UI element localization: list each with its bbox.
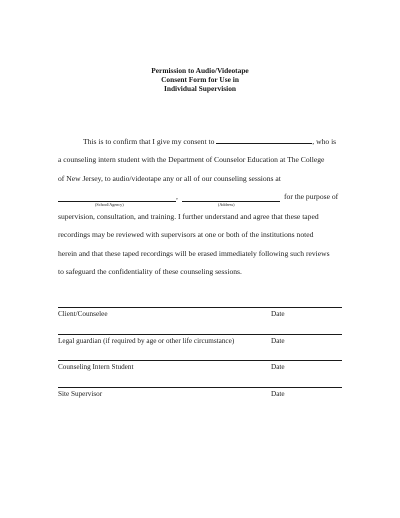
title-line-1: Permission to Audio/Videotape	[151, 66, 249, 75]
body-line-7: herein and that these taped recordings will be erased immediately following such reviews	[58, 249, 330, 258]
client-signature-line[interactable]	[58, 307, 342, 308]
body-line-6: recordings may be reviewed with supervisors at one or both of the institutions noted	[58, 230, 314, 239]
intern-date-label: Date	[271, 363, 285, 371]
address-caption: (Address)	[218, 202, 235, 207]
body-line-1-end: , who is	[312, 137, 337, 146]
body-line-1	[83, 136, 367, 147]
client-signature-label: Client/Counselee	[58, 310, 108, 318]
guardian-signature-label: Legal guardian (if required by age or other life circumstance)	[58, 337, 235, 345]
body-line-5: supervision, consultation, and training. I further understand and agree that these taped	[58, 212, 319, 221]
body-line-3: of New Jersey, to audio/videotape any or all of our counseling sessions at	[58, 174, 281, 183]
school-agency-caption: (School/Agency)	[95, 202, 124, 207]
body-line-4-comma: ,	[176, 192, 178, 201]
client-date-label: Date	[271, 310, 285, 318]
body-line-1-start: This is to confirm that I give my consent to	[83, 137, 217, 146]
guardian-date-label: Date	[271, 337, 285, 345]
body-line-2: a counseling intern student with the Department of Counselor Education at The College	[58, 155, 325, 164]
title-line-2: Consent Form for Use in	[161, 75, 239, 84]
intern-signature-line[interactable]	[58, 360, 342, 361]
intern-signature-label: Counseling Intern Student	[58, 363, 134, 371]
title-line-3: Individual Supervision	[163, 84, 237, 93]
body-line-4-end: for the purpose of	[284, 192, 339, 201]
body-line-8: to safeguard the confidentiality of these counseling sessions.	[58, 267, 242, 276]
guardian-signature-line[interactable]	[58, 334, 342, 335]
supervisor-date-label: Date	[271, 390, 285, 398]
consent-name-blank[interactable]	[216, 136, 312, 144]
supervisor-signature-label: Site Supervisor	[58, 390, 103, 398]
supervisor-signature-line[interactable]	[58, 387, 342, 388]
form-title	[0, 66, 400, 93]
